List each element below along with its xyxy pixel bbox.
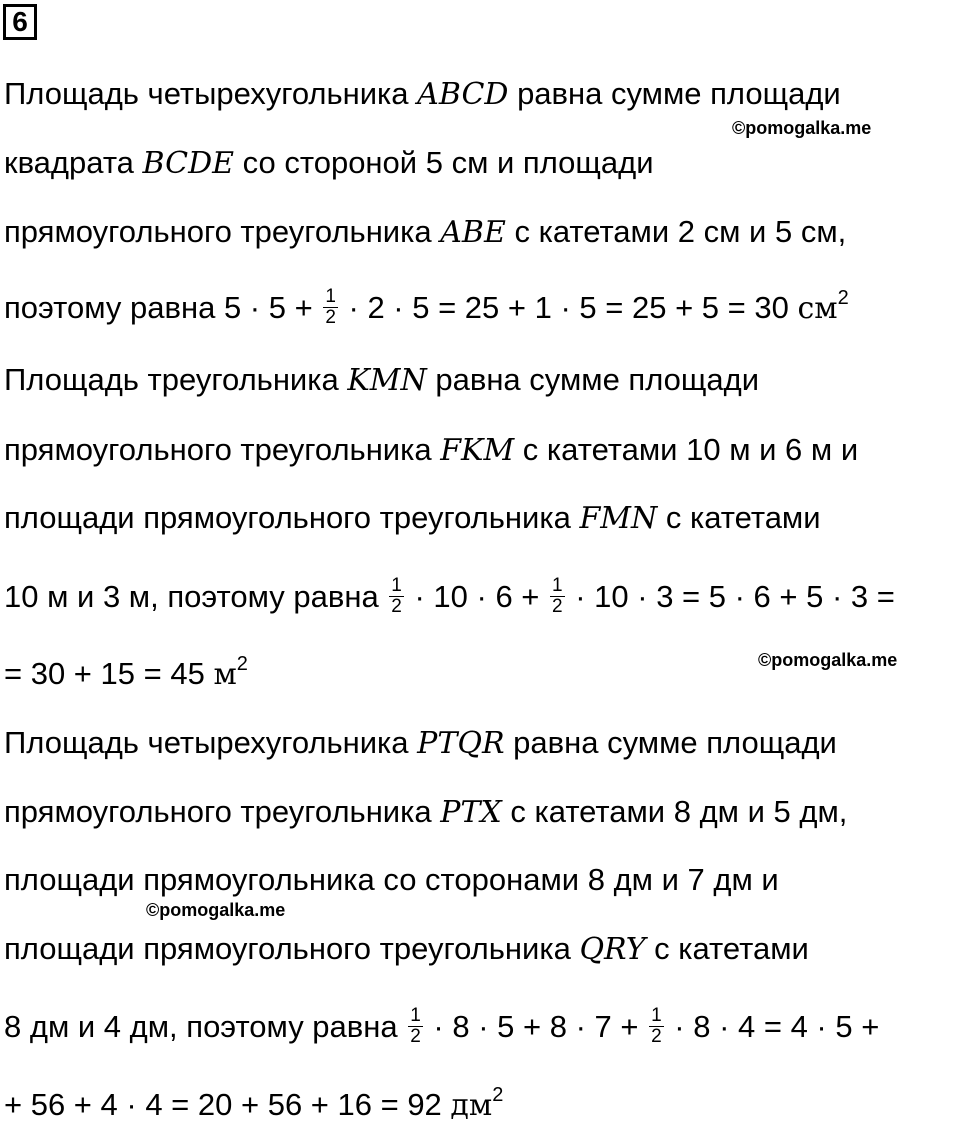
text-line-7: площади прямоугольного треугольника FMN с катетами	[4, 500, 821, 536]
fraction-one-half: $\frac{1}{2}$	[391, 575, 402, 618]
watermark: ©pomogalka.me	[758, 650, 898, 670]
fraction-one-half: $\frac{1}{2}$	[552, 575, 563, 618]
fraction-one-half: $\frac{1}{2}$	[325, 286, 336, 329]
text-line-11: прямоугольного треугольника PTX с катетами 8 дм и 5 дм,	[4, 794, 848, 830]
text-line-15: + 56 + 4 · 4 = 20 + 56 + 16 = 92 $дм^2$	[4, 1084, 504, 1123]
text-line-10: Площадь четырехугольника PTQR равна сумме площади	[4, 725, 837, 761]
text-line-12: площади прямоугольника со сторонами 8 дм и 7 дм и	[4, 862, 779, 897]
watermark: ©pomogalka.me	[732, 118, 872, 138]
text-line-2: квадрата BCDE со стороной 5 см и площади	[4, 145, 654, 181]
watermark: ©pomogalka.me	[146, 900, 286, 920]
text-line-4: поэтому равна 5 · 5 + $\frac{1}{2}$ · 2 · 5 = 25 + 1 · 5 = 25 + 5 = 30 $см^2$	[4, 286, 849, 329]
fraction-one-half: $\frac{1}{2}$	[651, 1005, 662, 1048]
text-line-3: прямоугольного треугольника ABE с катетами 2 см и 5 см,	[4, 214, 847, 250]
text-line-5: Площадь треугольника KMN равна сумме площади	[4, 362, 760, 398]
text-line-13: площади прямоугольного треугольника QRY с катетами	[4, 931, 809, 967]
text-line-14: 8 дм и 4 дм, поэтому равна $\frac{1}{2}$ · 8 · 5 + 8 · 7 + $\frac{1}{2}$ · 8 · 4 = 4 · 5 +	[4, 1005, 880, 1048]
text-line-8: 10 м и 3 м, поэтому равна $\frac{1}{2}$ · 10 · 6 + $\frac{1}{2}$ · 10 · 3 = 5 · 6 + 5 · 3 =	[4, 575, 895, 618]
fraction-one-half: $\frac{1}{2}$	[410, 1005, 421, 1048]
text-line-9: = 30 + 15 = 45 $м^2$	[4, 653, 248, 692]
problem-number: 6	[3, 4, 37, 40]
text-line-1: Площадь четырехугольника ABCD равна сумме площади	[4, 76, 841, 112]
text-line-6: прямоугольного треугольника FKM с катетами 10 м и 6 м и	[4, 432, 859, 468]
